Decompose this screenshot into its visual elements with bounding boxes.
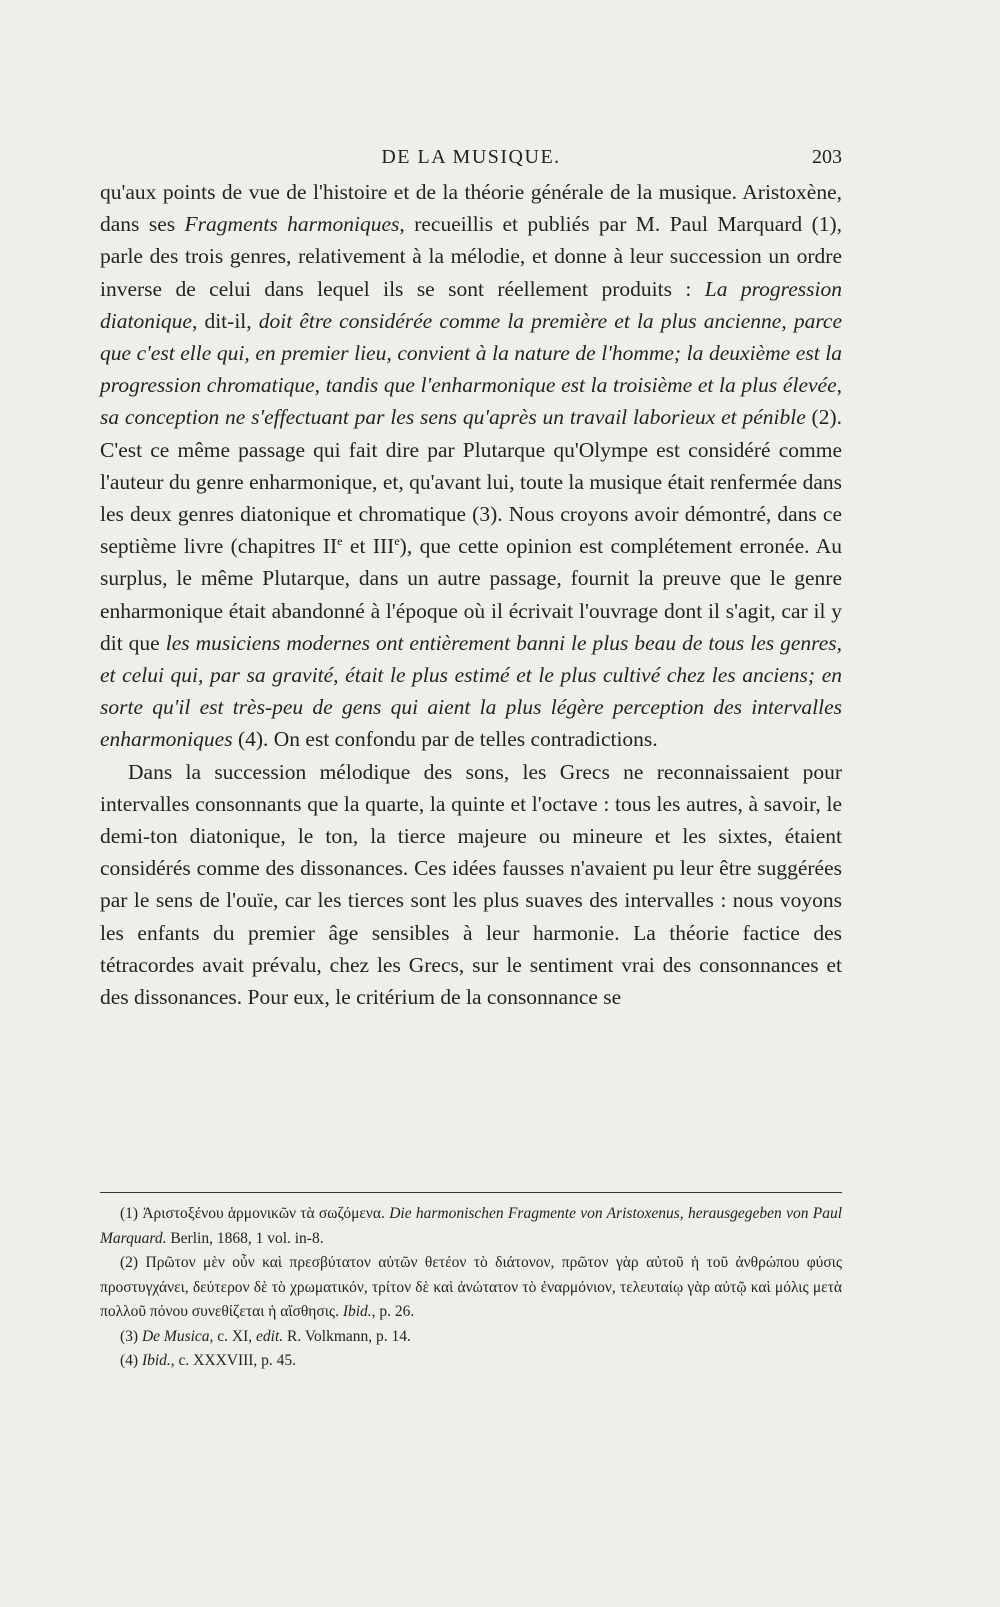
text-run: , c. XI, [209,1327,257,1345]
italic-run: Ibid. [342,1303,372,1320]
footnote-2 [100,1251,842,1325]
footnotes [100,1202,842,1374]
italic-run: La progression diatonique [100,276,842,333]
greek-text: Ἀριστοξένου ἁρμονικῶν τὰ σωζόμενα. [142,1205,390,1222]
superscript: e [337,534,343,549]
footnote-number: (4) [120,1352,142,1369]
italic-run: Die harmonischen Fragmente von Aristoxenus, herausgegeben von Paul Marquard. [100,1205,842,1247]
text-run: Berlin, 1868, 1 vol. in-8. [166,1229,324,1247]
italic-run: Fragments harmoniques [184,212,400,237]
page-header [100,146,842,176]
footnote-number: (3) [120,1327,142,1345]
text-run: qu'aux points de vue de l'histoire et de la théorie générale de la musique. Aristoxène, dans ses [100,180,842,237]
page-number: 203 [812,146,842,168]
text-run: et III [342,534,395,559]
greek-text: Πρῶτον μὲν οὖν καὶ πρεσβύτατον αὐτῶν θετέον τὸ διάτονον, πρῶτον γὰρ αὐτοῦ ἡ τοῦ ἀνθρώπου φύσις προστυγχάνει, δεύτερον δὲ τὸ χρωματικόν, τρίτον δὲ καὶ ἀνώτατον τὸ ἐναρμόνιον, τελευταίῳ γὰρ αὐτῷ καὶ μόλις μετὰ πολλοῦ πόνου συνεθίζεται ἡ αἴσθησις. [100,1254,842,1320]
footnote-4 [100,1349,842,1374]
text-run: , c. XXXVIII, p. 45. [170,1352,297,1369]
paragraph-1 [100,176,842,756]
text-run: , p. 26. [371,1303,415,1320]
text-run: (4). On est confondu par de telles contradictions. [232,727,658,752]
footnote-number: (2) [120,1254,146,1271]
italic-run: edit. [256,1327,284,1345]
superscript: e [394,534,400,549]
text-run: R. Volkmann, p. 14. [283,1327,411,1345]
text-run: , dit-il, [191,308,259,333]
italic-run: doit être considérée comme la première et la plus ancienne, parce que c'est elle qui, en premier lieu, convient à la nature de l'homme; la deuxième est la progression chromatique, tandis que l'enharmonique est la troisième et la plus élevée, sa conception ne s'effectuant par les sens qu'après un travail laborieux et pénible [100,308,842,430]
text-run: (2). C'est ce même passage qui fait dire par Plutarque qu'Olympe est considéré comme l'auteur du genre enharmonique, et, qu'avant lui, toute la musique était renfermée dans les deux genres diatonique et chromatique (3). Nous croyons avoir démontré, dans ce septième livre (chapitres II [100,405,842,559]
text-run: ), que cette opinion est complétement erronée. Au surplus, le même Plutarque, dans un autre passage, fournit la preuve que le genre enharmonique était abandonné à l'époque où il écrivait l'ouvrage dont il s'agit, car il y dit que [100,534,843,655]
text-run: , recueillis et publiés par M. Paul Marquard (1), parle des trois genres, relativement à la mélodie, et donne à leur succession un ordre inverse de celui dans lequel ils se sont réellement produits : [100,212,843,301]
footnote-rule [100,1192,842,1193]
footnote-number: (1) [120,1205,143,1222]
running-title: DE LA MUSIQUE. [381,146,561,168]
paragraph-2: Dans la succession mélodique des sons, les Grecs ne reconnaissaient pour intervalles consonnants que la quarte, la quinte et l'octave : tous les autres, à savoir, le demi-ton diatonique, le ton, la tierce majeure ou mineure et les sixtes, étaient considérés comme des dissonances. Ces idées fausses n'avaient pu leur être suggérées par le sens de l'ouïe, car les tierces sont les plus suaves des intervalles : nous voyons les enfants du premier âge sensibles à leur harmonie. La théorie factice des tétracordes avait prévalu, chez les Grecs, sur le sentiment vrai des consonnances et des dissonances. Pour eux, le critérium de la consonnance se [100,759,842,1010]
footnote-1 [100,1202,842,1251]
italic-run: Ibid. [141,1352,171,1369]
footnote-3 [100,1325,842,1350]
body-text [100,176,842,1013]
italic-run: De Musica [141,1327,210,1345]
italic-run: les musiciens modernes ont entièrement banni le plus beau de tous les genres, et celui qui, par sa gravité, était le plus estimé et le plus cultivé chez les anciens; en sorte qu'il est très-peu de gens qui aient la plus légère perception des intervalles enharmoniques [100,630,842,752]
